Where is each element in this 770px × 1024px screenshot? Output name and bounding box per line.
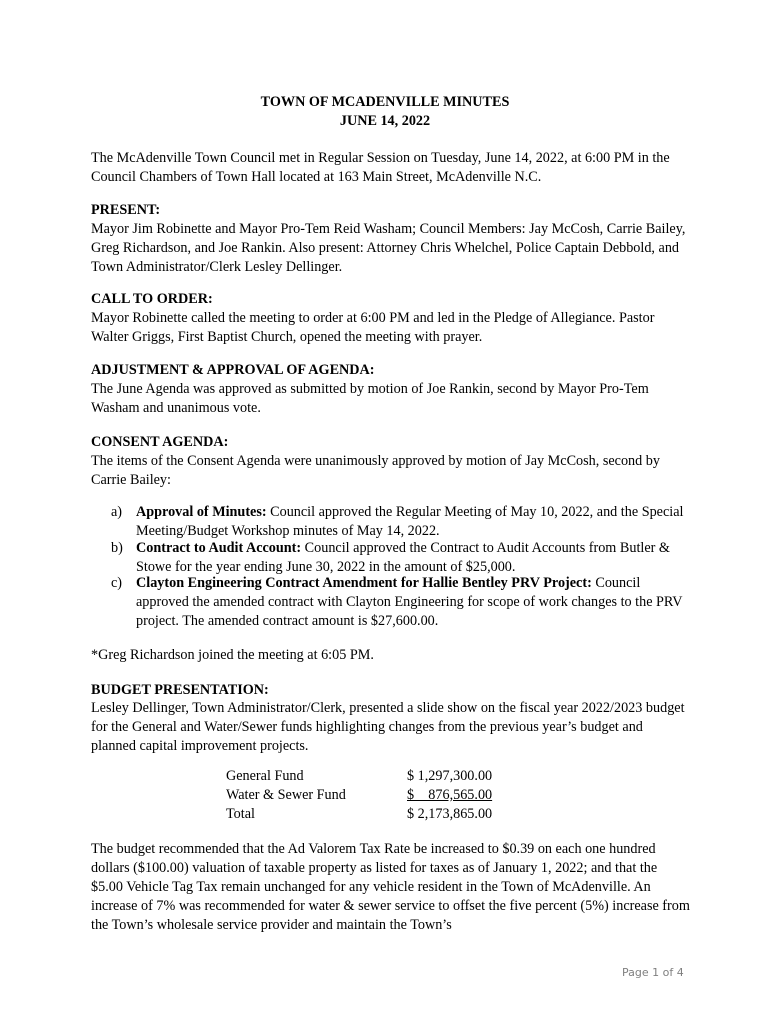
consent-item-title: Contract to Audit Account:: [136, 540, 302, 556]
consent-item-a: [91, 503, 691, 541]
consent-heading: CONSENT AGENDA:: [91, 434, 229, 450]
budget-text: Lesley Dellinger, Town Administrator/Clerk, presented a slide show on the fiscal year 2022/2023 budget for the General and Water/Sewer funds highlighting changes from the previous year’s budget and planned capital improvement projects.: [91, 700, 685, 754]
meeting-date: JUNE 14, 2022: [339, 113, 431, 129]
budget-row: [226, 768, 526, 787]
budget-row: [226, 787, 526, 806]
fund-name: Total: [226, 806, 255, 822]
budget-table: [226, 768, 526, 825]
consent-item-c: [91, 574, 691, 631]
consent-item-b: [91, 539, 691, 577]
present-heading: PRESENT:: [91, 202, 161, 218]
agenda-heading: ADJUSTMENT & APPROVAL OF AGENDA:: [91, 362, 375, 378]
budget-row: [226, 806, 526, 825]
consent-item-text: Council approved the Regular Meeting of May 10, 2022, and the Special Meeting/Budget Workshop minutes of May 14, 2022.: [136, 504, 684, 539]
consent-text: The items of the Consent Agenda were unanimously approved by motion of Jay McCosh, second by Carrie Bailey:: [91, 453, 660, 488]
consent-item-text: Council approved the amended contract with Clayton Engineering for scope of work changes to the PRV project. The amended contract amount is $27,600.00.: [136, 575, 683, 629]
fund-name: General Fund: [226, 768, 304, 784]
document-title: TOWN OF MCADENVILLE MINUTES: [260, 94, 510, 110]
list-marker: a): [111, 504, 123, 520]
consent-item-title: Clayton Engineering Contract Amendment for Hallie Bentley PRV Project:: [136, 575, 592, 591]
call-to-order-heading: CALL TO ORDER:: [91, 291, 213, 307]
consent-item-text: Council approved the Contract to Audit Accounts from Butler & Stowe for the year ending June 30, 2022 in the amount of $25,000.: [136, 540, 670, 575]
present-text: Mayor Jim Robinette and Mayor Pro-Tem Reid Washam; Council Members: Jay McCosh, Carrie Bailey, Greg Richardson, and Joe Rankin. Also present: Attorney Chris Whelchel, Police Captain Debbold, and Town Administrator/Clerk Lesley Dellinger.: [91, 221, 686, 275]
page-number: Page 1 of 4: [622, 966, 684, 979]
attendance-note: *Greg Richardson joined the meeting at 6:05 PM.: [91, 647, 374, 663]
agenda-text: The June Agenda was approved as submitted by motion of Joe Rankin, second by Mayor Pro-Tem Washam and unanimous vote.: [91, 381, 649, 416]
fund-amount: $ 876,565.00: [407, 787, 493, 803]
tax-recommendation: The budget recommended that the Ad Valorem Tax Rate be increased to $0.39 on each one hundred dollars ($100.00) valuation of taxable property as listed for taxes as of January 1, 2022; and that the $5.00 Vehicle Tag Tax remain unchanged for any vehicle resident in the Town of McAdenville. An increase of 7% was recommended for water & sewer service to offset the five percent (5%) increase from the Town’s wholesale service provider and maintain the Town’s: [91, 841, 690, 933]
budget-heading: BUDGET PRESENTATION:: [91, 682, 269, 698]
fund-amount: $ 1,297,300.00: [407, 768, 493, 784]
intro-paragraph: The McAdenville Town Council met in Regular Session on Tuesday, June 14, 2022, at 6:00 PM in the Council Chambers of Town Hall located at 163 Main Street, McAdenville N.C.: [91, 150, 670, 185]
call-to-order-text: Mayor Robinette called the meeting to order at 6:00 PM and led in the Pledge of Allegiance. Pastor Walter Griggs, First Baptist Church, opened the meeting with prayer.: [91, 310, 655, 345]
fund-amount: $ 2,173,865.00: [407, 806, 493, 822]
consent-item-title: Approval of Minutes:: [136, 504, 267, 520]
list-marker: b): [111, 540, 123, 556]
fund-name: Water & Sewer Fund: [226, 787, 346, 803]
list-marker: c): [111, 575, 123, 591]
